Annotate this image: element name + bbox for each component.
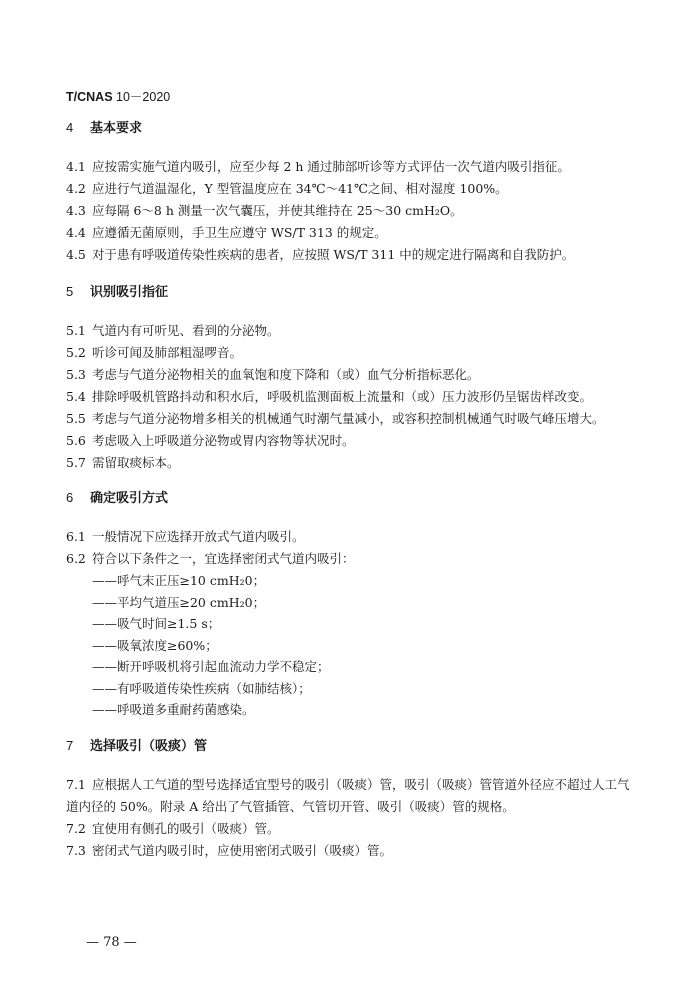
- item-number: 7.2: [66, 821, 86, 836]
- sub-item: ——吸氧浓度≥60%；: [92, 637, 218, 653]
- page-number: — 78 —: [86, 935, 137, 950]
- item-number: 6.1: [66, 529, 86, 544]
- sub-item: ——吸气时间≥1.5 s；: [92, 616, 221, 631]
- item-text: 需留取痰标本。: [92, 455, 180, 470]
- item-number: 4.5: [66, 247, 86, 262]
- list-item: [66, 548, 646, 570]
- item-text: 应进行气道温湿化，Y 型管温度应在 34℃～41℃之间、相对湿度 100%。: [92, 181, 508, 196]
- section-6: [66, 488, 646, 721]
- list-item: [66, 178, 646, 200]
- item-text: 应每隔 6～8 h 测量一次气囊压，并使其维持在 25～30 cmH₂O。: [92, 203, 463, 218]
- section-number: 4: [66, 120, 74, 135]
- item-number: 4.3: [66, 203, 86, 218]
- section-heading: [66, 118, 646, 138]
- item-number: 4.2: [66, 181, 86, 196]
- sub-item: ——平均气道压≥20 cmH₂0；: [92, 594, 266, 610]
- list-item: [66, 452, 646, 474]
- item-text: 考虑与气道分泌物增多相关的机械通气时潮气量减小，或容积控制机械通气时吸气峰压增大。: [92, 411, 605, 426]
- item-number: 4.4: [66, 225, 86, 240]
- list-item: [66, 774, 636, 818]
- item-text: 考虑吸入上呼吸道分泌物或胃内容物等状况时。: [92, 433, 355, 448]
- section-title: 识别吸引指征: [90, 284, 169, 299]
- section-title: 选择吸引（吸痰）管: [90, 738, 208, 753]
- item-number: 7.3: [66, 843, 86, 858]
- list-item: [66, 430, 646, 452]
- section-heading: [66, 736, 646, 756]
- list-item: [66, 818, 646, 840]
- list-item: [66, 320, 646, 342]
- item-number: 4.1: [66, 159, 86, 174]
- item-number: 5.5: [66, 411, 86, 426]
- sub-item: ——断开呼吸机将引起血流动力学不稳定；: [92, 659, 330, 674]
- item-text: 宜使用有侧孔的吸引（吸痰）管。: [92, 821, 280, 836]
- standard-prefix: T/CNAS: [66, 90, 113, 104]
- list-item: [66, 342, 646, 364]
- list-item: [66, 200, 646, 222]
- section-number: 5: [66, 284, 74, 299]
- item-number: 5.4: [66, 389, 86, 404]
- list-item: [66, 408, 646, 430]
- section-5: [66, 282, 646, 474]
- item-text: 气道内有可听见、看到的分泌物。: [92, 323, 280, 338]
- list-item: [66, 244, 646, 266]
- item-number: 5.7: [66, 455, 86, 470]
- list-item: [66, 364, 646, 386]
- item-text: 一般情况下应选择开放式气道内吸引。: [92, 529, 305, 544]
- item-text: 对于患有呼吸道传染性疾病的患者，应按照 WS/T 311 中的规定进行隔离和自我防护。: [92, 247, 575, 262]
- list-item: [66, 222, 646, 244]
- section-7: [66, 736, 646, 862]
- list-item: [66, 840, 646, 862]
- item-text: 应遵循无菌原则，手卫生应遵守 WS/T 313 的规定。: [92, 225, 387, 240]
- section-heading: [66, 488, 646, 508]
- item-number: 5.6: [66, 433, 86, 448]
- item-text: 应按需实施气道内吸引，应至少每 2 h 通过肺部听诊等方式评估一次气道内吸引指征。: [92, 159, 570, 174]
- section-title: 确定吸引方式: [90, 490, 169, 505]
- list-item: [66, 156, 646, 178]
- item-text: 符合以下条件之一，宜选择密闭式气道内吸引：: [92, 551, 355, 566]
- sub-item: ——呼气末正压≥10 cmH₂0；: [92, 573, 266, 588]
- item-text: 听诊可闻及肺部粗湿啰音。: [92, 345, 243, 360]
- section-4: [66, 118, 646, 266]
- section-heading: [66, 282, 646, 302]
- section-number: 7: [66, 738, 74, 753]
- item-text: 密闭式气道内吸引时，应使用密闭式吸引（吸痰）管。: [92, 843, 393, 858]
- item-text: 排除呼吸机管路抖动和积水后，呼吸机监测面板上流量和（或）压力波形仍呈锯齿样改变。: [92, 389, 593, 404]
- standard-code: [66, 87, 170, 105]
- item-text: 考虑与气道分泌物相关的血氧饱和度下降和（或）血气分析指标恶化。: [92, 367, 480, 382]
- sub-item: ——呼吸道多重耐药菌感染。: [92, 702, 255, 717]
- list-item: [66, 526, 646, 548]
- item-number: 7.1: [66, 777, 86, 792]
- item-number: 5.2: [66, 345, 86, 360]
- list-item: [66, 386, 646, 408]
- sub-item: ——有呼吸道传染性疾病（如肺结核）；: [92, 680, 311, 696]
- section-number: 6: [66, 490, 74, 505]
- section-title: 基本要求: [90, 120, 143, 135]
- item-number: 5.3: [66, 367, 86, 382]
- item-number: 5.1: [66, 323, 86, 338]
- item-number: 6.2: [66, 551, 86, 566]
- item-text: 应根据人工气道的型号选择适宜型号的吸引（吸痰）管，吸引（吸痰）管管道外径应不超过人工气道内径的 50%。附录 A 给出了气管插管、气管切开管、吸引（吸痰）管的规格。: [66, 777, 630, 814]
- standard-number: 10－2020: [116, 90, 171, 104]
